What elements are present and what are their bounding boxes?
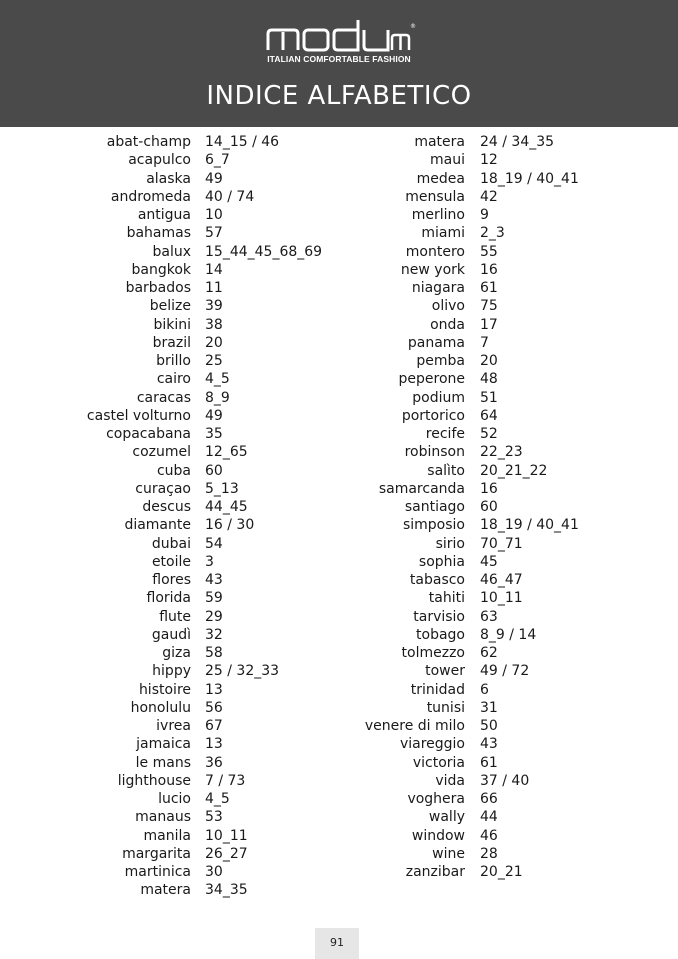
entry-pages: 4_5 bbox=[205, 371, 230, 388]
entry-pages: 18_19 / 40_41 bbox=[480, 170, 579, 187]
entry-pages: 25 / 32_33 bbox=[205, 663, 280, 680]
svg-text:®: ® bbox=[410, 23, 416, 30]
entry-name: recife bbox=[425, 426, 465, 442]
entry-name: podium bbox=[412, 389, 465, 406]
entry-pages: 30 bbox=[205, 864, 223, 880]
entry-pages: 20 bbox=[480, 353, 498, 369]
entry-pages: 64 bbox=[480, 407, 498, 424]
entry-name: manila bbox=[143, 827, 191, 844]
entry-name: sirio bbox=[435, 535, 465, 552]
entry-name: tower bbox=[425, 663, 465, 680]
entry-pages: 3 bbox=[205, 553, 214, 570]
entry-pages: 60 bbox=[205, 462, 223, 479]
entry-name: hippy bbox=[152, 663, 191, 680]
entry-pages: 52 bbox=[480, 426, 498, 442]
entry-name: bangkok bbox=[131, 261, 191, 278]
entry-pages: 16 / 30 bbox=[205, 517, 255, 534]
entry-name: matera bbox=[140, 882, 191, 899]
entry-pages: 50 bbox=[480, 718, 498, 734]
entry-name: belize bbox=[149, 298, 191, 315]
entry-name: viareggio bbox=[399, 736, 465, 753]
entry-name: maui bbox=[430, 152, 465, 169]
entry-name: portorico bbox=[401, 407, 465, 424]
entry-name: dubai bbox=[151, 535, 191, 552]
entry-pages: 70_71 bbox=[480, 535, 523, 552]
entry-pages: 63 bbox=[480, 608, 498, 625]
entry-pages: 62 bbox=[480, 645, 498, 661]
entry-name: diamante bbox=[124, 517, 191, 534]
entry-name: le mans bbox=[135, 754, 191, 771]
entry-pages: 75 bbox=[480, 298, 498, 315]
entry-pages: 49 bbox=[205, 170, 223, 187]
entry-name: manaus bbox=[135, 809, 191, 826]
entry-pages: 7 bbox=[480, 334, 489, 351]
entry-pages: 34_35 bbox=[205, 882, 248, 899]
entry-pages: 32 bbox=[205, 626, 223, 643]
entry-pages: 16 bbox=[480, 261, 498, 278]
entry-name: simposio bbox=[402, 517, 465, 534]
entry-pages: 8_9 / 14 bbox=[480, 626, 537, 643]
entry-name: andromeda bbox=[110, 188, 191, 205]
entry-pages: 66 bbox=[480, 791, 498, 807]
entry-name: peperone bbox=[398, 371, 465, 388]
entry-pages: 58 bbox=[205, 645, 223, 661]
entry-pages: 44_45 bbox=[205, 499, 248, 515]
entry-pages: 49 / 72 bbox=[480, 663, 530, 680]
entry-pages: 54 bbox=[205, 535, 223, 552]
entry-pages: 25 bbox=[205, 353, 223, 369]
entry-name: venere di milo bbox=[364, 718, 465, 734]
entry-pages: 44 bbox=[480, 809, 498, 826]
entry-pages: 49 bbox=[205, 407, 223, 424]
entry-name: robinson bbox=[404, 444, 465, 461]
entry-pages: 45 bbox=[480, 553, 498, 570]
entry-pages: 61 bbox=[480, 280, 498, 296]
entry-pages: 14 bbox=[205, 261, 223, 278]
entry-name: tahiti bbox=[428, 590, 465, 607]
entry-pages: 51 bbox=[480, 389, 498, 406]
entry-pages: 46_47 bbox=[480, 572, 523, 588]
entry-pages: 10 bbox=[205, 207, 223, 223]
entry-name: etoile bbox=[151, 553, 191, 570]
entry-pages: 42 bbox=[480, 188, 498, 205]
entry-pages: 67 bbox=[205, 718, 223, 734]
entry-name: ivrea bbox=[156, 718, 191, 734]
entry-pages: 37 / 40 bbox=[480, 772, 530, 789]
page-header bbox=[0, 0, 678, 127]
entry-pages: 22_23 bbox=[480, 444, 523, 461]
entry-pages: 36 bbox=[205, 754, 223, 771]
entry-pages: 13 bbox=[205, 736, 223, 753]
entry-name: acapulco bbox=[128, 152, 191, 169]
entry-name: trinidad bbox=[410, 681, 465, 698]
entry-pages: 18_19 / 40_41 bbox=[480, 517, 579, 534]
entry-pages: 56 bbox=[205, 699, 223, 716]
entry-pages: 10_11 bbox=[480, 590, 523, 607]
entry-pages: 24 / 34_35 bbox=[480, 134, 555, 150]
entry-name: salìto bbox=[427, 462, 465, 479]
entry-name: zanzibar bbox=[405, 864, 465, 880]
entry-pages: 13 bbox=[205, 681, 223, 698]
entry-name: olivo bbox=[431, 298, 465, 315]
entry-pages: 20 bbox=[205, 334, 223, 351]
entry-pages: 57 bbox=[205, 225, 223, 242]
entry-name: lucio bbox=[158, 791, 191, 807]
entry-pages: 53 bbox=[205, 809, 223, 826]
brand-tagline: ITALIAN COMFORTABLE FASHION bbox=[267, 54, 411, 64]
entry-name: martinica bbox=[124, 864, 191, 880]
entry-pages: 14_15 / 46 bbox=[205, 134, 280, 150]
page-number: 91 bbox=[315, 928, 359, 959]
entry-pages: 7 / 73 bbox=[205, 772, 246, 789]
entry-pages: 20_21 bbox=[480, 864, 523, 880]
entry-pages: 35 bbox=[205, 426, 223, 442]
entry-name: histoire bbox=[138, 681, 191, 698]
entry-name: mensula bbox=[405, 188, 465, 205]
entry-name: copacabana bbox=[106, 426, 191, 442]
entry-name: vida bbox=[435, 772, 465, 789]
entry-name: tunisi bbox=[426, 699, 465, 716]
entry-name: descus bbox=[142, 499, 191, 515]
entry-name: antigua bbox=[137, 207, 191, 223]
entry-name: barbados bbox=[125, 280, 191, 296]
entry-pages: 38 bbox=[205, 316, 223, 333]
entry-name: bikini bbox=[153, 316, 191, 333]
entry-name: samarcanda bbox=[378, 480, 465, 497]
entry-name: tarvisio bbox=[413, 608, 465, 625]
entry-name: victoria bbox=[412, 754, 465, 771]
entry-pages: 28 bbox=[480, 845, 498, 862]
entry-name: pemba bbox=[416, 353, 465, 369]
entry-name: margarita bbox=[122, 845, 191, 862]
entry-pages: 46 bbox=[480, 827, 498, 844]
entry-pages: 29 bbox=[205, 608, 223, 625]
entry-name: castel volturno bbox=[86, 407, 191, 424]
entry-name: santiago bbox=[404, 499, 465, 515]
entry-pages: 8_9 bbox=[205, 389, 230, 406]
entry-pages: 17 bbox=[480, 316, 498, 333]
entry-name: montero bbox=[405, 243, 465, 260]
entry-name: brazil bbox=[152, 334, 191, 351]
entry-name: onda bbox=[430, 316, 465, 333]
entry-name: wine bbox=[432, 845, 465, 862]
entry-pages: 6_7 bbox=[205, 152, 230, 169]
entry-name: cairo bbox=[156, 371, 191, 388]
entry-name: brillo bbox=[156, 353, 191, 369]
entry-name: window bbox=[411, 827, 465, 844]
entry-pages: 12_65 bbox=[205, 444, 248, 461]
entry-pages: 16 bbox=[480, 480, 498, 497]
entry-pages: 48 bbox=[480, 371, 498, 388]
entry-name: tobago bbox=[416, 626, 465, 643]
entry-name: balux bbox=[152, 243, 191, 260]
entry-name: matera bbox=[414, 134, 465, 150]
entry-name: voghera bbox=[407, 791, 465, 807]
brand-logo bbox=[0, 18, 678, 54]
entry-pages: 26_27 bbox=[205, 845, 248, 862]
entry-pages: 5_13 bbox=[205, 480, 239, 497]
entry-pages: 59 bbox=[205, 590, 223, 607]
page-title: INDICE ALFABETICO bbox=[206, 81, 472, 111]
entry-name: flores bbox=[152, 572, 191, 588]
entry-pages: 40 / 74 bbox=[205, 188, 255, 205]
entry-name: honolulu bbox=[130, 699, 191, 716]
entry-name: bahamas bbox=[126, 225, 191, 242]
entry-pages: 10_11 bbox=[205, 827, 248, 844]
entry-name: caracas bbox=[136, 389, 191, 406]
entry-name: medea bbox=[416, 170, 465, 187]
entry-name: curaçao bbox=[135, 480, 191, 497]
entry-pages: 9 bbox=[480, 207, 489, 223]
entry-pages: 4_5 bbox=[205, 791, 230, 807]
entry-pages: 43 bbox=[480, 736, 498, 753]
entry-name: cuba bbox=[156, 462, 191, 479]
entry-pages: 39 bbox=[205, 298, 223, 315]
entry-name: abat-champ bbox=[106, 134, 191, 150]
entry-name: florida bbox=[146, 590, 191, 607]
entry-pages: 2_3 bbox=[480, 225, 505, 242]
entry-pages: 31 bbox=[480, 699, 498, 716]
entry-name: alaska bbox=[146, 170, 191, 187]
entry-name: gaudì bbox=[151, 626, 191, 643]
entry-name: giza bbox=[162, 645, 191, 661]
entry-name: tabasco bbox=[409, 572, 465, 588]
entry-name: wally bbox=[428, 809, 465, 826]
entry-name: flute bbox=[159, 608, 191, 625]
entry-name: merlino bbox=[411, 207, 465, 223]
modum-logo-icon bbox=[264, 18, 414, 54]
entry-name: sophia bbox=[418, 553, 465, 570]
entry-pages: 15_44_45_68_69 bbox=[205, 243, 323, 260]
entry-pages: 60 bbox=[480, 499, 498, 515]
entry-pages: 61 bbox=[480, 754, 498, 771]
entry-name: cozumel bbox=[132, 444, 191, 461]
entry-pages: 55 bbox=[480, 243, 498, 260]
entry-name: tolmezzo bbox=[401, 645, 465, 661]
entry-name: panama bbox=[407, 334, 465, 351]
entry-pages: 12 bbox=[480, 152, 498, 169]
entry-pages: 11 bbox=[205, 280, 223, 296]
entry-pages: 6 bbox=[480, 681, 489, 698]
entry-name: lighthouse bbox=[117, 772, 191, 789]
entry-name: niagara bbox=[411, 280, 465, 296]
entry-pages: 20_21_22 bbox=[480, 462, 548, 479]
entry-pages: 43 bbox=[205, 572, 223, 588]
entry-name: jamaica bbox=[136, 736, 191, 753]
entry-name: miami bbox=[421, 225, 465, 242]
entry-name: new york bbox=[400, 261, 465, 278]
